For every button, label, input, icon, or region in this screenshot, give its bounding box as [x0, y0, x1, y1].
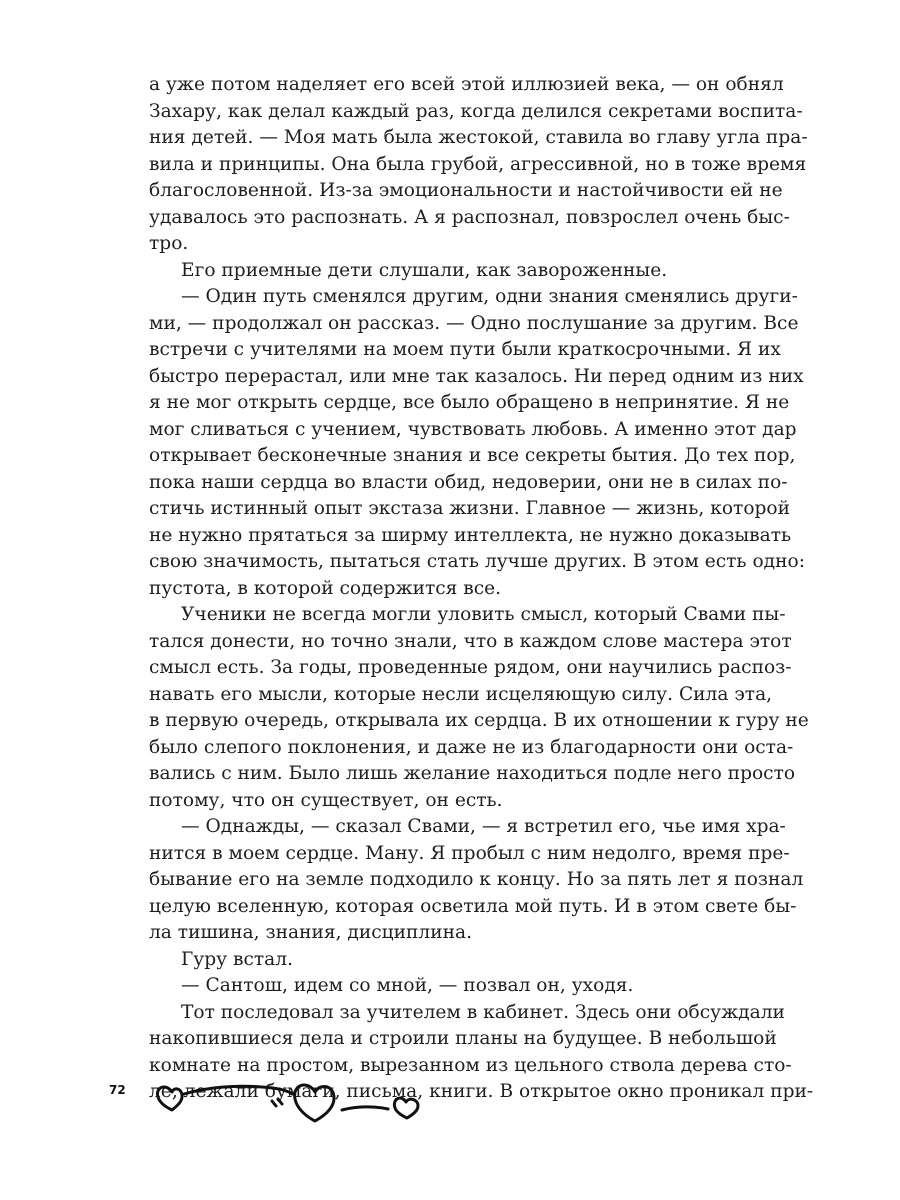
text-line: Ученики не всегда могли уловить смысл, который Свами пы-	[181, 604, 786, 625]
text-line: встречи с учителями на моем пути были краткосрочными. Я их	[149, 339, 781, 360]
paragraph	[149, 284, 805, 602]
text-line: накопившиеся дела и строили планы на будущее. В небольшой	[149, 1028, 777, 1049]
paragraph	[149, 814, 804, 947]
paragraph	[149, 973, 761, 1000]
text-line: нится в моем сердце. Ману. Я пробыл с ним недолго, время пре-	[149, 842, 790, 864]
text-line: благословенной. Из-за эмоциональности и настойчивости ей не	[149, 180, 783, 201]
text-line: комнате на простом, вырезанном из цельного ствола дерева сто-	[149, 1054, 792, 1076]
text-line: ми, — продолжал он рассказ. — Одно послушание за другим. Все	[149, 312, 799, 334]
text-line: мог сливаться с учением, чувствовать любовь. А именно этот дар	[149, 418, 797, 440]
text-line: вались с ним. Было лишь желание находиться подле него просто	[149, 763, 796, 784]
text-line: — Сантош, идем со мной, — позвал он, уходя.	[181, 975, 634, 996]
text-line: тался донести, но точно знали, что в каждом слове мастера этот	[149, 630, 792, 652]
text-line: пустота, в которой содержится все.	[149, 577, 502, 599]
text-line: удавалось это распознать. А я распознал, повзрослел очень быс-	[149, 206, 790, 228]
body-text	[149, 72, 814, 1106]
text-line: быстро перерастал, или мне так казалось. Ни перед одним из них	[149, 365, 804, 387]
text-line: бывание его на земле подходило к концу. Но за пять лет я познал	[149, 869, 804, 890]
text-line: потому, что он существует, он есть.	[149, 789, 503, 811]
text-line: целую вселенную, которая осветила мой путь. И в этом свете бы-	[149, 895, 797, 917]
paragraph	[149, 602, 809, 814]
text-line: а уже потом наделяет его всей этой иллюзией века, — он обнял	[149, 74, 784, 95]
paragraph	[149, 947, 761, 974]
text-line: в первую очередь, открывала их сердца. В их отношении к гуру не	[149, 710, 809, 731]
text-line: свою значимость, пытаться стать лучше других. В этом есть одно:	[149, 551, 805, 572]
text-line: было слепого поклонения, и даже не из благодарности они оста-	[149, 736, 794, 758]
text-line: вила и принципы. Она была грубой, агрессивной, но в тоже время	[149, 153, 807, 175]
text-line: Гуру встал.	[181, 948, 293, 970]
text-line: Тот последовал за учителем в кабинет. Здесь они обсуждали	[181, 1001, 785, 1023]
text-line: ла тишина, знания, дисциплина.	[149, 922, 473, 943]
text-line: — Однажды, — сказал Свами, — я встретил его, чье имя хра-	[181, 816, 786, 837]
text-line: смысл есть. За годы, проведенные рядом, они научились распоз-	[149, 657, 792, 678]
text-line: пока наши сердца во власти обид, недоверии, они не в силах по-	[149, 471, 788, 493]
hand-drawn-hearts-line-icon	[152, 1075, 427, 1127]
text-line: ния детей. — Моя мать была жестокой, ставила во главу угла пра-	[149, 127, 808, 148]
text-line: — Один путь сменялся другим, одни знания сменялись други-	[181, 286, 798, 307]
page-number: 72	[109, 1083, 126, 1097]
text-line: я не мог открыть сердце, все было обращено в непринятие. Я не	[149, 392, 790, 413]
text-line: стичь истинный опыт экстаза жизни. Главное — жизнь, которой	[149, 498, 791, 519]
text-line: Захару, как делал каждый раз, когда делился секретами воспита-	[149, 100, 803, 122]
text-line: не нужно прятаться за ширму интеллекта, не нужно доказывать	[149, 524, 792, 546]
text-line: тро.	[149, 233, 189, 254]
paragraph	[149, 258, 761, 285]
text-line: ле, лежали бумаги, письма, книги. В открытое окно проникал при-	[149, 1081, 814, 1102]
paragraph	[149, 72, 808, 258]
text-line: Его приемные дети слушали, как завороженные.	[181, 259, 668, 281]
text-line: навать его мысли, которые несли исцеляющую силу. Сила эта,	[149, 683, 773, 705]
text-line: открывает бесконечные знания и все секреты бытия. До тех пор,	[149, 445, 796, 466]
